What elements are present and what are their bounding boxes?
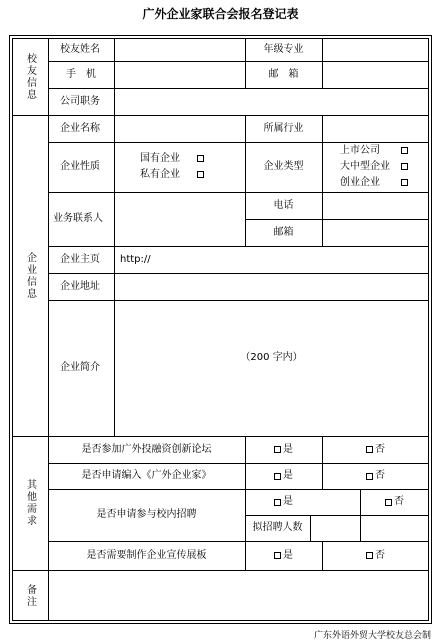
checkbox-icon[interactable] <box>197 171 204 178</box>
section-label-other <box>12 436 48 570</box>
field-mobile[interactable] <box>114 61 245 88</box>
checkbox-icon[interactable] <box>401 147 408 154</box>
checkbox-icon[interactable] <box>274 473 281 480</box>
section-label-remark <box>12 570 48 621</box>
label-industry: 所属行业 <box>263 122 304 134</box>
label-address: 企业地址 <box>60 280 100 292</box>
option-state-owned[interactable]: 国有企业 <box>140 153 206 165</box>
recruitment-no-option[interactable]: 否 <box>360 489 429 515</box>
label-homepage: 企业主页 <box>60 253 100 265</box>
form-title: 广外企业家联合会报名登记表 <box>142 7 299 21</box>
option-listed[interactable]: 上市公司 <box>340 145 410 157</box>
label-business-contact: 业务联系人 <box>53 213 103 224</box>
label-telephone: 电话 <box>273 199 294 211</box>
section-label-company-text: 企业信息 <box>24 251 36 300</box>
field-telephone[interactable] <box>322 192 429 219</box>
label-company-position: 公司职务 <box>60 95 100 107</box>
field-company-intro[interactable]: （200 字内） <box>240 352 303 363</box>
board-yes-option[interactable]: 是 <box>245 541 322 570</box>
label-company-type: 企业类型 <box>263 161 304 172</box>
label-alumni-name: 校友姓名 <box>60 43 100 55</box>
question-display-board: 是否需要制作企业宣传展板 <box>86 549 207 561</box>
field-address[interactable] <box>114 273 429 300</box>
checkbox-icon[interactable] <box>401 179 408 186</box>
field-email[interactable] <box>322 61 429 88</box>
question-forum: 是否参加广外投融资创新论坛 <box>81 443 212 455</box>
section-label-remark-text: 备注 <box>24 583 36 608</box>
section-label-alumni <box>12 38 48 115</box>
field-alumni-name[interactable] <box>114 38 245 61</box>
checkbox-icon[interactable] <box>366 446 373 453</box>
magazine-no-option[interactable]: 否 <box>322 463 429 489</box>
field-mailbox[interactable] <box>322 219 429 246</box>
checkbox-icon[interactable] <box>197 155 204 162</box>
checkbox-icon[interactable] <box>366 473 373 480</box>
field-company-name[interactable] <box>114 115 245 142</box>
label-company-name: 企业名称 <box>60 122 100 134</box>
option-private[interactable]: 私有企业 <box>140 169 206 181</box>
field-grade-major[interactable] <box>322 38 429 61</box>
section-label-company <box>12 115 48 436</box>
label-hiring-count: 拟招聘人数 <box>252 522 303 533</box>
label-email: 邮 箱 <box>268 68 299 80</box>
field-hiring-count[interactable] <box>310 515 360 541</box>
option-large-medium[interactable]: 大中型企业 <box>340 161 410 173</box>
checkbox-icon[interactable] <box>274 499 281 506</box>
checkbox-icon[interactable] <box>366 552 373 559</box>
label-company-nature: 企业性质 <box>60 161 100 172</box>
checkbox-icon[interactable] <box>274 446 281 453</box>
section-label-other-text: 其他需求 <box>24 479 36 527</box>
forum-yes-option[interactable]: 是 <box>245 436 322 463</box>
question-recruitment: 是否申请参与校内招聘 <box>96 509 197 520</box>
checkbox-icon[interactable] <box>274 552 281 559</box>
magazine-yes-option[interactable]: 是 <box>245 463 322 489</box>
field-remarks[interactable] <box>48 570 429 621</box>
field-industry[interactable] <box>322 115 429 142</box>
field-homepage[interactable]: http:// <box>120 253 151 265</box>
question-magazine: 是否申请编入《广外企业家》 <box>81 470 212 481</box>
label-company-intro: 企业简介 <box>60 362 100 373</box>
checkbox-icon[interactable] <box>385 499 392 506</box>
option-startup[interactable]: 创业企业 <box>340 177 410 189</box>
section-label-alumni-text: 校友信息 <box>24 52 36 101</box>
footer-issuer: 广东外语外贸大学校友总会制 <box>313 631 431 641</box>
label-grade-major: 年级专业 <box>263 43 304 55</box>
board-no-option[interactable]: 否 <box>322 541 429 570</box>
checkbox-icon[interactable] <box>401 163 408 170</box>
label-mailbox: 邮箱 <box>273 226 294 238</box>
recruitment-yes-option[interactable]: 是 <box>245 489 322 515</box>
label-mobile: 手 机 <box>66 68 96 80</box>
forum-no-option[interactable]: 否 <box>322 436 429 463</box>
field-company-position[interactable] <box>114 88 429 115</box>
field-business-contact[interactable] <box>114 192 245 246</box>
